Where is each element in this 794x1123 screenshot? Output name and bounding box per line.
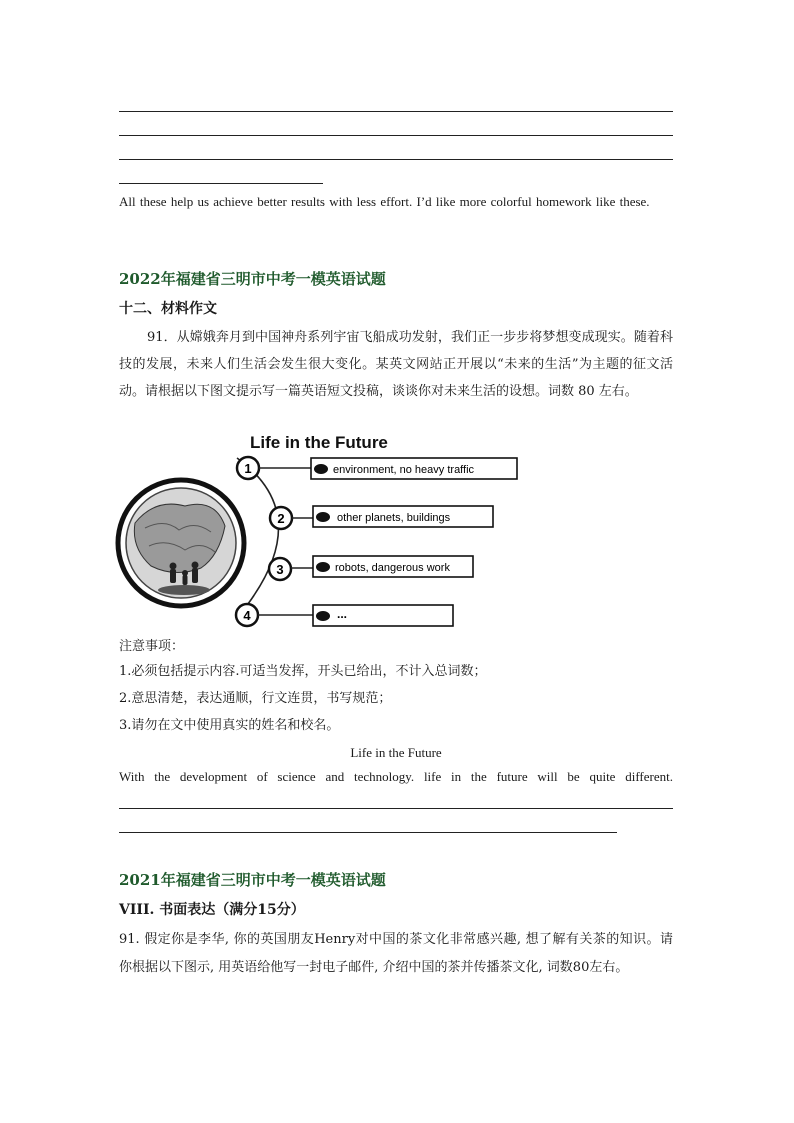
essay-line-1 (119, 808, 673, 809)
item-box-3 (291, 556, 473, 577)
note-2: 2.意思清楚，表达通顺，行文连贯，书写规范； (119, 691, 392, 706)
globe-illustration (118, 480, 244, 606)
section-2021-heading: 2021年福建省三明市中考一模英语试题 (119, 871, 386, 889)
node-3 (269, 558, 291, 580)
essay-line-2 (119, 832, 617, 833)
answer-line-1 (119, 111, 673, 112)
note-3: 3.请勿在文中使用真实的姓名和校名。 (119, 718, 340, 733)
node-2 (270, 507, 292, 529)
life-in-future-figure (115, 428, 525, 630)
notes-title: 注意事项： (119, 639, 185, 654)
section-2021-prompt: 91. 假定你是李华, 你的英国朋友Henry对中国的茶文化非常感兴趣, 想了解有关茶的知识。请 你根据以下图示, 用英语给他写一封电子邮件, 介绍中国的茶并传播茶文化, 词数80左右。 (119, 932, 673, 975)
item-box-2 (292, 506, 493, 527)
essay-start: With the development of science and technology. life in the future will be quite different. (119, 769, 673, 784)
section-2021-subheading: VIII. 书面表达（满分15分） (119, 902, 305, 918)
section-2022-subheading: 十二、材料作文 (119, 301, 217, 317)
node-4-number: 4 (243, 608, 251, 623)
node-1-number: 1 (244, 461, 252, 476)
item-box-1-text: environment, no heavy traffic (333, 464, 475, 476)
node-1 (237, 457, 259, 479)
item-box-4 (258, 605, 453, 626)
section-2022-heading: 2022年福建省三明市中考一模英语试题 (119, 270, 386, 288)
node-2-number: 2 (277, 511, 285, 526)
essay-title: Life in the Future (350, 745, 442, 760)
answer-line-4 (119, 183, 323, 184)
item-box-1 (259, 458, 517, 479)
node-4 (236, 604, 258, 626)
closing-text: All these help us achieve better results with less effort. I’d like more colorful homework like these. (119, 194, 650, 209)
answer-line-3 (119, 159, 673, 160)
answer-line-2 (119, 135, 673, 136)
item-box-4-text: ... (337, 607, 348, 621)
figure-title: Life in the Future (250, 433, 388, 452)
note-1: 1.必须包括提示内容.可适当发挥，开头已给出，不计入总词数； (119, 664, 487, 679)
item-box-2-text: other planets, buildings (337, 512, 451, 524)
item-box-3-text: robots, dangerous work (335, 562, 450, 574)
node-3-number: 3 (276, 562, 284, 577)
section-2022-prompt: 91．从嫦娥奔月到中国神舟系列宇宙飞船成功发射，我们正一步步将梦想变成现实。随着科技的发展，未来人们生活会发生很大变化。某英文网站正开展以“未来的生活”为主题的征文活动。请根据以下图文提示写一篇英语短文投稿，谈谈你对未来生活的设想。词数 80 左右。 (119, 330, 673, 399)
